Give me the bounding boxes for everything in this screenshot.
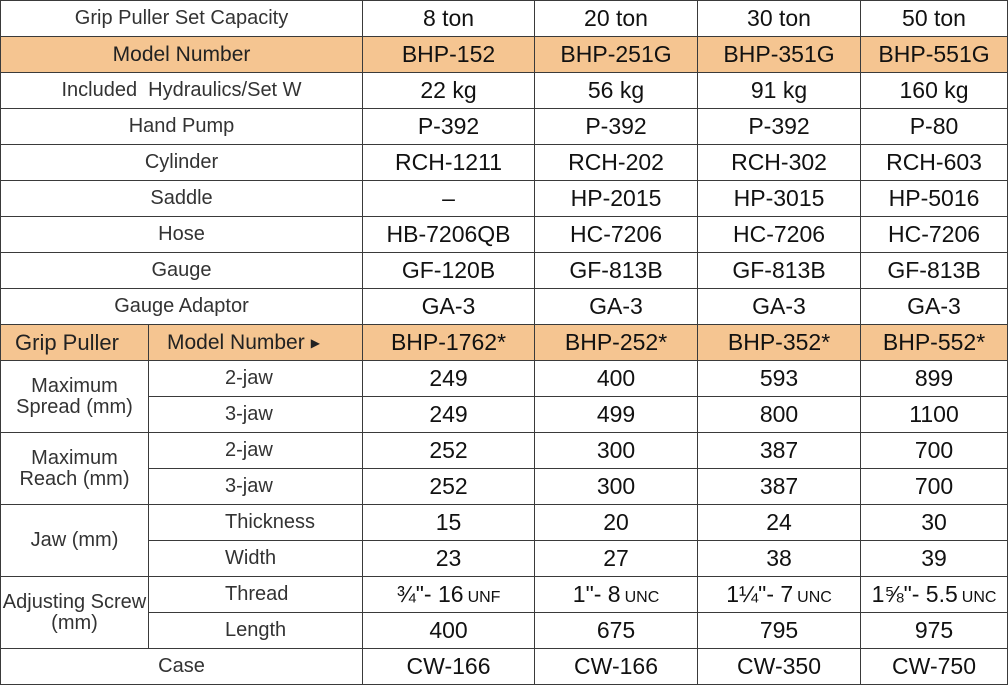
spread-value: 800	[698, 397, 861, 433]
case-row	[1, 649, 1008, 685]
cylinder-value: RCH-302	[698, 145, 861, 181]
reach-value: 700	[861, 469, 1008, 505]
jaw-value: 24	[698, 505, 861, 541]
jaw-value: 30	[861, 505, 1008, 541]
case-value: CW-166	[535, 649, 698, 685]
cylinder-label: Cylinder	[1, 145, 363, 181]
spread-value: 1100	[861, 397, 1008, 433]
gauge-value: GF-120B	[363, 253, 535, 289]
reach-value: 252	[363, 433, 535, 469]
spread-value: 249	[363, 361, 535, 397]
saddle-label: Saddle	[1, 181, 363, 217]
spread-value: 400	[535, 361, 698, 397]
hose-row	[1, 217, 1008, 253]
gauge-adaptor-value: GA-3	[698, 289, 861, 325]
screw-length-row	[1, 613, 1008, 649]
weight-value: 22 kg	[363, 73, 535, 109]
reach-value: 300	[535, 469, 698, 505]
grip-puller-label: Grip Puller	[1, 325, 149, 361]
gauge-adaptor-label: Gauge Adaptor	[1, 289, 363, 325]
reach-value: 387	[698, 469, 861, 505]
capacity-row	[1, 1, 1008, 37]
gauge-label: Gauge	[1, 253, 363, 289]
jaw-value: 27	[535, 541, 698, 577]
hose-label: Hose	[1, 217, 363, 253]
puller-model-value: BHP-552*	[861, 325, 1008, 361]
jaw-value: 38	[698, 541, 861, 577]
hand-pump-value: P-392	[698, 109, 861, 145]
length-value: 795	[698, 613, 861, 649]
spread-value: 249	[363, 397, 535, 433]
sub-label: Thread	[149, 577, 363, 613]
cylinder-row	[1, 145, 1008, 181]
case-label: Case	[1, 649, 363, 685]
weight-label: Included Hydraulics/Set W	[1, 73, 363, 109]
length-value: 400	[363, 613, 535, 649]
thread-value	[363, 577, 535, 613]
spread-value: 593	[698, 361, 861, 397]
sub-label: 3-jaw	[149, 397, 363, 433]
jaw-value: 39	[861, 541, 1008, 577]
right-arrow-icon: ▶	[310, 335, 320, 350]
capacity-label: Grip Puller Set Capacity	[1, 1, 363, 37]
puller-model-label-cell	[149, 325, 363, 361]
hand-pump-value: P-80	[861, 109, 1008, 145]
gauge-adaptor-value: GA-3	[535, 289, 698, 325]
spread-value: 899	[861, 361, 1008, 397]
sub-label: 2-jaw	[149, 433, 363, 469]
weight-value: 160 kg	[861, 73, 1008, 109]
hose-value: HB-7206QB	[363, 217, 535, 253]
hose-value: HC-7206	[698, 217, 861, 253]
reach-value: 300	[535, 433, 698, 469]
thread-size: 1⅝"- 5.5	[871, 581, 958, 607]
gauge-adaptor-value: GA-3	[363, 289, 535, 325]
capacity-30-ton: 30 ton	[698, 1, 861, 37]
cylinder-value: RCH-603	[861, 145, 1008, 181]
weight-value: 56 kg	[535, 73, 698, 109]
saddle-value: –	[363, 181, 535, 217]
hose-value: HC-7206	[535, 217, 698, 253]
jaw-value: 23	[363, 541, 535, 577]
reach-3jaw-row	[1, 469, 1008, 505]
saddle-row	[1, 181, 1008, 217]
set-model-value: BHP-351G	[698, 37, 861, 73]
sub-label: 3-jaw	[149, 469, 363, 505]
jaw-label: Jaw (mm)	[1, 505, 149, 577]
capacity-50-ton: 50 ton	[861, 1, 1008, 37]
saddle-value: HP-2015	[535, 181, 698, 217]
gauge-row	[1, 253, 1008, 289]
length-value: 975	[861, 613, 1008, 649]
max-spread-label: Maximum Spread (mm)	[1, 361, 149, 433]
gauge-value: GF-813B	[861, 253, 1008, 289]
set-model-value: BHP-152	[363, 37, 535, 73]
reach-value: 252	[363, 469, 535, 505]
gauge-value: GF-813B	[535, 253, 698, 289]
gauge-value: GF-813B	[698, 253, 861, 289]
weight-value: 91 kg	[698, 73, 861, 109]
screw-thread-row	[1, 577, 1008, 613]
puller-model-value: BHP-252*	[535, 325, 698, 361]
length-value: 675	[535, 613, 698, 649]
thread-value	[698, 577, 861, 613]
spread-value: 499	[535, 397, 698, 433]
hose-value: HC-7206	[861, 217, 1008, 253]
jaw-width-row	[1, 541, 1008, 577]
puller-model-label: Model Number	[167, 330, 305, 354]
hand-pump-value: P-392	[363, 109, 535, 145]
sub-label: Width	[149, 541, 363, 577]
thread-unit: UNC	[797, 589, 832, 606]
sub-label: 2-jaw	[149, 361, 363, 397]
gauge-adaptor-row	[1, 289, 1008, 325]
hand-pump-label: Hand Pump	[1, 109, 363, 145]
thread-size: 1¼"- 7	[726, 581, 794, 607]
sub-label: Length	[149, 613, 363, 649]
hand-pump-value: P-392	[535, 109, 698, 145]
max-reach-label: Maximum Reach (mm)	[1, 433, 149, 505]
puller-model-row	[1, 325, 1008, 361]
thread-unit: UNC	[961, 589, 997, 606]
weight-row	[1, 73, 1008, 109]
hand-pump-row	[1, 109, 1008, 145]
reach-2jaw-row	[1, 433, 1008, 469]
case-value: CW-350	[698, 649, 861, 685]
set-model-row	[1, 37, 1008, 73]
thread-unit: UNF	[467, 589, 501, 606]
reach-value: 387	[698, 433, 861, 469]
thread-size: 1"- 8	[572, 581, 621, 607]
thread-size: ¾"- 16	[396, 581, 464, 607]
reach-value: 700	[861, 433, 1008, 469]
cylinder-value: RCH-1211	[363, 145, 535, 181]
thread-value	[861, 577, 1008, 613]
sub-label: Thickness	[149, 505, 363, 541]
puller-model-value: BHP-352*	[698, 325, 861, 361]
adjusting-screw-label: Adjusting Screw (mm)	[1, 577, 149, 649]
set-model-label: Model Number	[1, 37, 363, 73]
thread-unit: UNC	[624, 589, 660, 606]
saddle-value: HP-3015	[698, 181, 861, 217]
spread-2jaw-row	[1, 361, 1008, 397]
saddle-value: HP-5016	[861, 181, 1008, 217]
capacity-8-ton: 8 ton	[363, 1, 535, 37]
puller-model-value: BHP-1762*	[363, 325, 535, 361]
thread-value	[535, 577, 698, 613]
set-model-value: BHP-251G	[535, 37, 698, 73]
spread-3jaw-row	[1, 397, 1008, 433]
set-model-value: BHP-551G	[861, 37, 1008, 73]
jaw-value: 20	[535, 505, 698, 541]
gauge-adaptor-value: GA-3	[861, 289, 1008, 325]
cylinder-value: RCH-202	[535, 145, 698, 181]
jaw-value: 15	[363, 505, 535, 541]
jaw-thickness-row	[1, 505, 1008, 541]
capacity-20-ton: 20 ton	[535, 1, 698, 37]
case-value: CW-750	[861, 649, 1008, 685]
case-value: CW-166	[363, 649, 535, 685]
